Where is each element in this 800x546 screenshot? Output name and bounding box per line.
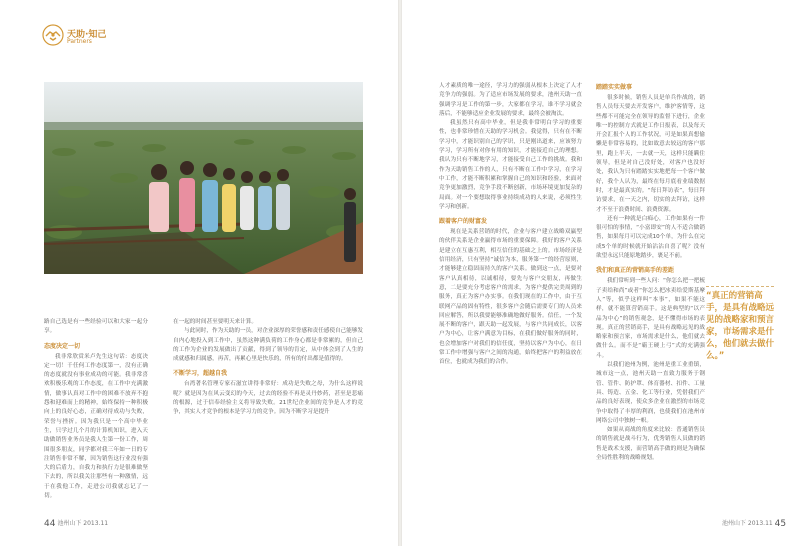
paragraph: 很多时候，销售人员是单兵作战的，销售人员每天要去开发客户，维护客情等，这些都不可能完全在领导的监督下进行，企业唯一的控制方式就是工作日报表，以及每天开会汇报个人的工作状况，可是如果真想偷懒是非常容易的，比如故意去较远的客户那里，跑上半天，一去就一天，这样只能瞒住领导，但是对自己没好处，对客户也没好处，我认为只有踏踏实实地把每一个客户做好，我个人认为，最终在每月底看业绩数据时，才是最真实的。“每日拜访表”，每日拜访要求，在一天之内，切实的去拜访，这样才不至于浪费时间、浪费资源。 xyxy=(596,95,705,213)
paragraph: 台湾著名管理专家石滋宜讲得非常好：成功是失败之母，为什么这样说呢？就是因为在风云变幻的今天，过去的经验不再是灵丹妙药，甚至是悲痛的根源，过于信奉经验主义将导致失败。21世纪企业间的竞争是人才的竞争，其实人才竞争的根本是学习力的竞争。因为不断学习是提升 xyxy=(173,381,363,416)
handshake-logo-icon xyxy=(42,24,64,46)
footer-right xyxy=(722,518,786,529)
section-heading: 态度决定一切 xyxy=(44,342,81,350)
page-number: 45 xyxy=(774,519,787,529)
footer-label: 池州山下 2013.11 xyxy=(722,520,773,527)
section-header xyxy=(42,24,112,46)
paragraph: 与此同时，作为天助的一员，对企业深厚的荣誉感和责任感使自己能够发自内心地投入到工作中，虽然这种满负荷的工作身心都是非常累的，但自己的工作为企业的发展做出了贡献，得到了领导的肯定，从中体会到了人生的成就感和归属感，再苦，再累心里是快乐的，所有的付出都是值得的。 xyxy=(173,328,364,363)
footer-left xyxy=(44,518,108,529)
paragraph: 以我们池州为例，池州是重工业重镇，城市这一点，池州天助一直致力服务于钢管、管件、防护罩、体育器材、扣件、工量具、铸造、五金、化工等行业，凭借我们产品的良好表现，使众多企业在激烈的市场竞争中取得了丰厚的利润，也使我们在池州市网络公司中独树一帜。 xyxy=(596,362,705,424)
paragraph: 我们常听到一些人问：“你怎么把一把梳子卖给和尚”或者“你怎么把冰卖给爱斯基摩人”等，似乎这样叫“本事”，如果不能这样，就不能算营销高手。这是典型的“以产品为中心”的销售观念，是不懂得市场的表现。真正的营销高手，是具有战略远见的战略家和预言家，市场需求是什么，他们就去做什么。而不是“霸王硬上弓”式的充满强斗。 xyxy=(596,278,705,359)
paragraph: 现在是关系营销的时代，企业与客户建立战略双赢型的伙伴关系是企业赢得市场的重要保障。我好的客户关系是建立在互惠互利，相互信任的基础之上的。市场经济是信用经济，只有坚持“诚信为本，服务第一”的经营原则，才能够建立稳固而持久的客户关系。做到这一点，是要对客户认真相待，以诚相待，要先与客户交朋友，再做生意，二是要充分考虑客户的需求，为客户提供完美周到的服务，真正为客户办实事。在我们现在的工作中，由于互联网产品的固有特性，很多客户会随后需要专门的人员来回应解答，所以我要能够准确地做好服务。信任，一个发展不断的客户，跟天助一起发展，与客户共同成长，以客户为中心，让客户满意为目标，在我们做好服务的同时，也会增加客户对我们的信任度，坚持以客户为中心，在日常工作中增强与客户之间的沟通，始终把客户的利益放在首位，也就成为我们的合作。 xyxy=(439,229,582,366)
quote-divider xyxy=(706,286,774,287)
pull-quote: “真正的营销高手，是具有战略远见的战略家和预言家，市场需求是什么，他们就去做什么。” xyxy=(706,291,775,361)
footer-label: 池州山下 2013.11 xyxy=(57,520,109,527)
paragraph: 我虽然只有高中毕业，但是我非常明白学习的重要性，也非常珍惜在天助的学习机会。我觉得，只有在不断学习中，才能识别自己的学识，只是刚出道来，应该努力学习，学习所有对你有用的知识，才能接近自己的理想。我认为只有不断地学习，才能接受自己工作的挑战。我和作为天助销售工作的人，只有不断在工作中学习，在学习中工作，才能不断积累和掌握自己的知识和经验，来面对竞争更加激烈，竞争手段不断创新，市场环境更加复杂的局面。对一个要想取得事业持续成功的人来说，必须性生学习和创新。 xyxy=(439,120,582,210)
text-column-1 xyxy=(44,318,148,501)
page-number: 44 xyxy=(44,519,56,529)
paragraph: 如果从商战的角度来比较：普通销售员的销售就是战斗行为，优秀销售人员做的销售是战术支援，而营销高手做的则是为确保全局性胜利的战略规划。 xyxy=(596,427,705,461)
text-column-3 xyxy=(439,82,582,512)
group-photo-lotus-pond xyxy=(44,82,363,274)
section-heading: 我们和真正的营销高手的差距 xyxy=(596,267,675,275)
paragraph: 还有一种就是白痴心，工作如果有一件很可怕的事情，“小富即安”的人不适合做销售，如果每月可以完成10个单，为什么在完成5个单的时候就开始沾沾自喜了呢？没有欲望永远只能原地踏步，裹足不前。 xyxy=(596,215,705,260)
section-heading: 不断学习，超越自我 xyxy=(173,370,228,378)
paragraph: 人才素质的唯一途径，学习力的强弱从根本上决定了人才竞争力的强弱。为了适应市场发展的要求，池州天助一直强调学习是工作的第一步，大家都在学习，谁不学习就会落后，不能够适应企业发展的要求，最终会被淘汰。 xyxy=(439,83,582,117)
section-heading: 跟着客户的财富发 xyxy=(439,218,488,226)
paragraph: 我非常欣赏米卢先生这句话：态度决定一切！千任何工作态度第一，没有正确的态度就没有事业成功的可能。我非常喜欢积极乐观的工作态度，在工作中充满激情，做事认真对工作中的困难不放弃不抱怨和迎难而上的精神，始终保持一种积极向上的良好心态，正确对待成功与失败，荣誉与挫折。因为我只是一个高中毕业生，只学过几个月的计算机知识，进入天助做销售业务员是我人生第一份工作，周围很多朋友，同学都对我三年如一日的专注销售非常不解，因为销售这行业没有强大的后盾力，自我力和执行力是很难做坚下去的，所以我关注那些有一种激情，远于在我他工作，走进公司我就忘记了一切。 xyxy=(44,353,148,500)
section-subtitle: Partners xyxy=(67,38,92,45)
paragraph: 在一起的时间甚至要明天来计算。 xyxy=(173,319,257,325)
section-heading: 踏踏实实做事 xyxy=(596,84,633,91)
text-column-2 xyxy=(173,318,363,418)
text-column-4 xyxy=(596,82,705,512)
section-title: 天助·知己 xyxy=(67,30,107,40)
paragraph: 路自己选是有一些经验可以和大家一起分享。 xyxy=(44,319,148,335)
